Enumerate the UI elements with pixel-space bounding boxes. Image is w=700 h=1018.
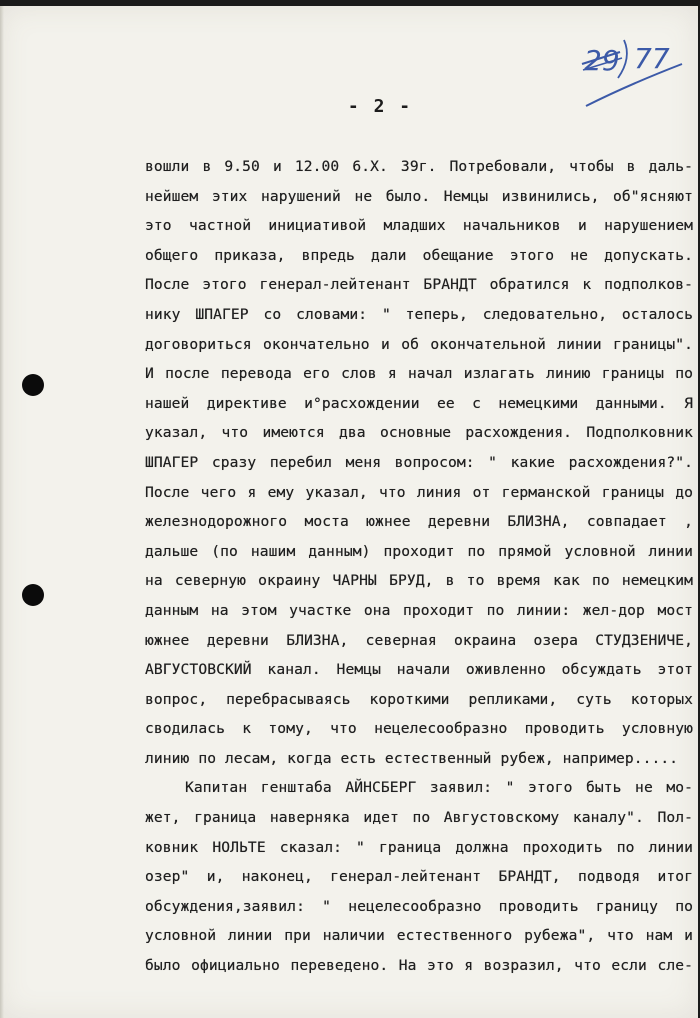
text-line: нику ШПАГЕР со словами: " теперь, следовательно, осталось bbox=[145, 305, 693, 323]
text-line: ШПАГЕР сразу перебил меня вопросом: " какие расхождения?". bbox=[145, 453, 693, 471]
text-line: После чего я ему указал, что линия от германской границы до bbox=[145, 483, 693, 501]
paragraph-start-line: Капитан генштаба АЙНСБЕРГ заявил: " этого быть не мо- bbox=[185, 779, 693, 797]
current-archive-number: 77 bbox=[634, 42, 670, 75]
archive-number-annotation bbox=[580, 34, 690, 114]
text-line: железнодорожного моста южнее деревни БЛИЗНА, совпадает , bbox=[145, 513, 693, 531]
document-page bbox=[0, 6, 698, 1018]
typewritten-body bbox=[145, 152, 693, 981]
text-line: вопрос, перебрасываясь короткими репликами, суть которых bbox=[145, 690, 693, 708]
text-line: общего приказа, впредь дали обещание этого не допускать. bbox=[145, 246, 693, 264]
text-line: указал, что имеются два основные расхождения. Подполковник bbox=[145, 424, 693, 442]
text-line: сводилась к тому, что нецелесообразно проводить условную bbox=[145, 720, 693, 738]
text-line: обсуждения,заявил: " нецелесообразно проводить границу по bbox=[145, 897, 693, 915]
punch-hole-bottom bbox=[22, 584, 44, 606]
text-line: было официально переведено. На это я возразил, что если сле- bbox=[145, 957, 693, 975]
text-line: это частной инициативой младших начальников и нарушением bbox=[145, 217, 693, 235]
page-edge-shadow bbox=[0, 6, 4, 1018]
text-line: АВГУСТОВСКИЙ канал. Немцы начали оживленно обсуждать этот bbox=[145, 661, 693, 679]
text-line: южнее деревни БЛИЗНА, северная окраина озера СТУДЗЕНИЧЕ, bbox=[145, 631, 693, 649]
text-line: линию по лесам, когда есть естественный рубеж, например..... bbox=[145, 749, 679, 767]
text-line: условной линии при наличии естественного рубежа", что нам и bbox=[145, 927, 693, 945]
text-line: нейшем этих нарушений не было. Немцы извинились, об"ясняют bbox=[145, 187, 693, 205]
punch-hole-top bbox=[22, 374, 44, 396]
text-line: вошли в 9.50 и 12.00 6.Х. 39г. Потребовали, чтобы в даль- bbox=[145, 158, 693, 175]
text-line: договориться окончательно и об окончательной линии границы". bbox=[145, 335, 693, 353]
text-line: на северную окраину ЧАРНЫ БРУД, в то время как по немецким bbox=[145, 572, 693, 590]
text-line: ковник НОЛЬТЕ сказал: " граница должна проходить по линии bbox=[145, 838, 693, 856]
text-line: дальше (по нашим данным) проходит по прямой условной линии bbox=[145, 542, 693, 560]
text-line: озер" и, наконец, генерал-лейтенант БРАНДТ, подводя итог bbox=[145, 868, 693, 886]
text-line: После этого генерал-лейтенант БРАНДТ обратился к подполков- bbox=[145, 276, 693, 294]
text-line: И после перевода его слов я начал излагать линию границы по bbox=[145, 365, 693, 383]
handwritten-archive-number bbox=[580, 34, 690, 114]
page-number: - 2 - bbox=[347, 96, 413, 117]
text-line: нашей директиве и°расхождении ее с немецкими данными. Я bbox=[145, 394, 693, 412]
text-line: данным на этом участке она проходит по линии: жел-дор мост bbox=[145, 601, 693, 619]
text-line: жет, граница наверняка идет по Августовскому каналу". Пол- bbox=[145, 809, 693, 827]
crossed-out-number: 29 bbox=[584, 44, 620, 77]
